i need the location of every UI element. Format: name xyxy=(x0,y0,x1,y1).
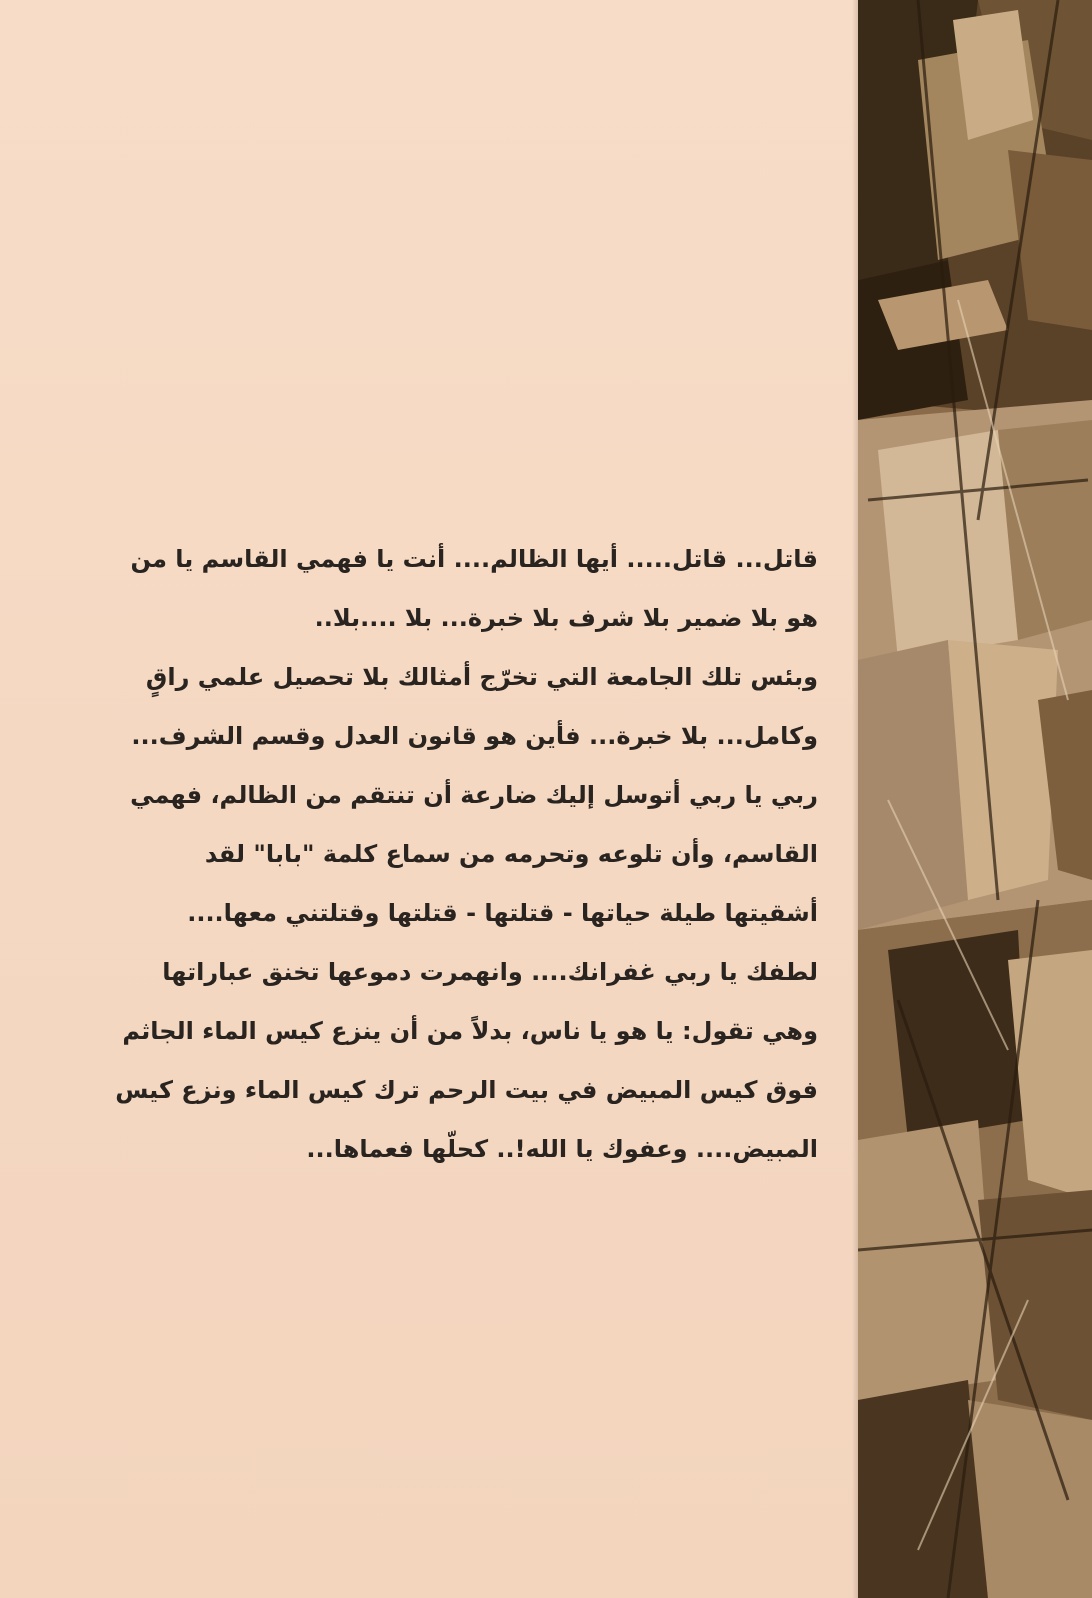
passage-line-11: المبيض.... وعفوك يا الله!.. كحلّها فعماها... xyxy=(306,1135,818,1163)
passage-line-9: وهي تقول: يا هو يا ناس، بدلاً من أن ينزع كيس الماء الجاثم xyxy=(122,1017,818,1045)
passage-line-7: أشقيتها طيلة حياتها - قتلتها - قتلتها وقتلتني معها.... xyxy=(187,899,818,927)
passage-line-8: لطفك يا ربي غفرانك.... وانهمرت دموعها تخنق عباراتها xyxy=(162,958,818,986)
passage-line-10: فوق كيس المبيض في بيت الرحم ترك كيس الماء ونزع كيس xyxy=(115,1076,818,1104)
passage-line-1: قاتل... قاتل..... أيها الظالم.... أنت يا فهمي القاسم يا من xyxy=(130,545,818,573)
passage-text xyxy=(98,530,818,1179)
passage-line-5: ربي يا ربي أتوسل إليك ضارعة أن تنتقم من الظالم، فهمي xyxy=(130,781,818,809)
passage-line-2: هو بلا ضمير بلا شرف بلا خبرة... بلا ....بلا.. xyxy=(314,604,818,632)
passage-line-4: وكامل... بلا خبرة... فأين هو قانون العدل وقسم الشرف... xyxy=(131,722,818,750)
painting-illustration xyxy=(858,0,1092,1598)
passage-line-3: وبئس تلك الجامعة التي تخرّج أمثالك بلا تحصيل علمي راقٍ xyxy=(145,663,818,691)
cubist-painting-strip xyxy=(858,0,1092,1598)
passage-line-6: القاسم، وأن تلوعه وتحرمه من سماع كلمة "بابا" لقد xyxy=(204,840,818,868)
